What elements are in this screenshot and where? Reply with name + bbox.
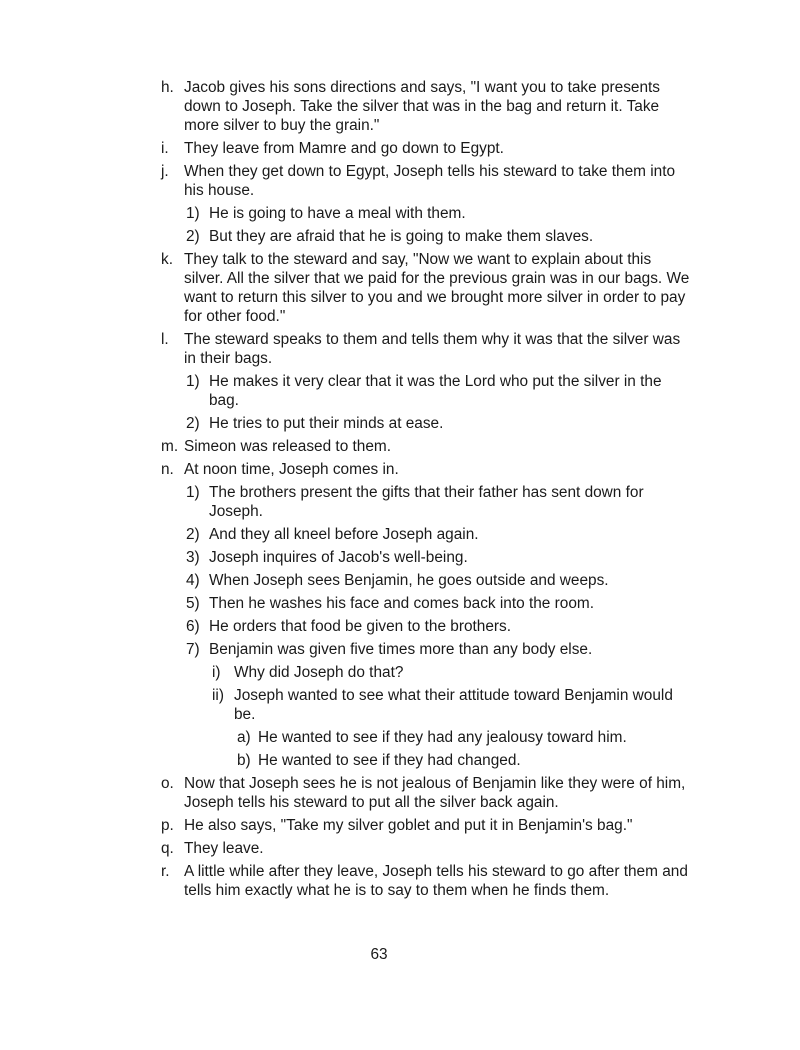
item-marker: i.: [161, 140, 169, 157]
item-text: He wanted to see if they had any jealousy toward him.: [258, 729, 627, 746]
item-marker: m.: [161, 438, 179, 455]
item-text: When they get down to Egypt, Joseph tells his steward to take them into his house.: [184, 163, 676, 199]
item-text: Now that Joseph sees he is not jealous of Benjamin like they were of him, Joseph tells his steward to put all the silver back again.: [184, 775, 686, 811]
item-marker: 5): [186, 595, 200, 612]
outline-item-j-2: [0, 227, 690, 246]
outline-item-q: [0, 839, 690, 858]
item-text: The brothers present the gifts that their father has sent down for Joseph.: [209, 484, 644, 520]
item-text: They leave from Mamre and go down to Egypt.: [184, 140, 504, 157]
outline-item-j: [0, 162, 690, 200]
item-text: Joseph wanted to see what their attitude toward Benjamin would be.: [234, 687, 673, 723]
item-text: He also says, "Take my silver goblet and put it in Benjamin's bag.": [184, 817, 633, 834]
item-text: Simeon was released to them.: [184, 438, 392, 455]
item-text: They talk to the steward and say, "Now we want to explain about this silver. All the silver that we paid for the previous grain was in our bags. We want to return this silver to you and we brought more silver in order to pay for other food.": [184, 251, 690, 325]
item-text: At noon time, Joseph comes in.: [184, 461, 399, 478]
item-marker: j.: [161, 163, 169, 180]
item-marker: 2): [186, 228, 200, 245]
item-marker: 1): [186, 373, 200, 390]
item-marker: a): [237, 729, 251, 746]
item-text: He makes it very clear that it was the Lord who put the silver in the bag.: [209, 373, 662, 409]
item-marker: 7): [186, 641, 200, 658]
item-marker: 4): [186, 572, 200, 589]
item-text: Jacob gives his sons directions and says, "I want you to take presents down to Joseph. Take the silver that was in the bag and return it. Take more silver to buy the grain.": [184, 79, 660, 134]
item-marker: i): [212, 664, 221, 681]
outline-item-n-5: [0, 594, 690, 613]
item-marker: 1): [186, 484, 200, 501]
outline-item-n-7-ii-a: [0, 728, 690, 747]
item-marker: ii): [212, 687, 224, 704]
outline-item-n-7-ii: [0, 686, 690, 724]
outline-item-k: [0, 250, 690, 326]
item-marker: o.: [161, 775, 174, 792]
page-number: 63: [370, 946, 388, 963]
item-text: And they all kneel before Joseph again.: [209, 526, 479, 543]
outline-item-m: [0, 437, 690, 456]
item-marker: 6): [186, 618, 200, 635]
outline-item-n-7: [0, 640, 690, 659]
item-text: Benjamin was given five times more than any body else.: [209, 641, 593, 658]
item-marker: k.: [161, 251, 173, 268]
item-text: They leave.: [184, 840, 264, 857]
item-text: When Joseph sees Benjamin, he goes outside and weeps.: [209, 572, 609, 589]
item-text: He orders that food be given to the brothers.: [209, 618, 512, 635]
outline-item-n-1: [0, 483, 690, 521]
outline-item-o: [0, 774, 690, 812]
item-marker: p.: [161, 817, 174, 834]
item-text: Why did Joseph do that?: [234, 664, 404, 681]
outline-item-n-2: [0, 525, 690, 544]
item-marker: 2): [186, 415, 200, 432]
outline-item-p: [0, 816, 690, 835]
item-marker: h.: [161, 79, 174, 96]
item-marker: 1): [186, 205, 200, 222]
outline-item-l-2: [0, 414, 690, 433]
outline-item-l: [0, 330, 690, 368]
item-marker: 3): [186, 549, 200, 566]
item-marker: n.: [161, 461, 174, 478]
outline-item-r: [0, 862, 690, 900]
item-text: He is going to have a meal with them.: [209, 205, 466, 222]
item-marker: 2): [186, 526, 200, 543]
item-marker: q.: [161, 840, 174, 857]
item-marker: r.: [161, 863, 170, 880]
item-text: He wanted to see if they had changed.: [258, 752, 521, 769]
item-text: Then he washes his face and comes back into the room.: [209, 595, 594, 612]
item-text: Joseph inquires of Jacob's well-being.: [209, 549, 468, 566]
outline-item-l-1: [0, 372, 690, 410]
outline-item-n: [0, 460, 690, 479]
item-text: He tries to put their minds at ease.: [209, 415, 444, 432]
outline-list: [0, 78, 800, 904]
outline-item-n-7-ii-b: [0, 751, 690, 770]
outline-item-n-3: [0, 548, 690, 567]
item-marker: b): [237, 752, 251, 769]
outline-item-j-1: [0, 204, 690, 223]
outline-item-n-7-i: [0, 663, 690, 682]
item-text: But they are afraid that he is going to make them slaves.: [209, 228, 594, 245]
item-marker: l.: [161, 331, 169, 348]
item-text: A little while after they leave, Joseph tells his steward to go after them and tells him exactly what he is to say to them when he finds them.: [184, 863, 688, 899]
outline-item-n-4: [0, 571, 690, 590]
outline-item-n-6: [0, 617, 690, 636]
item-text: The steward speaks to them and tells them why it was that the silver was in their bags.: [184, 331, 681, 367]
outline-item-i: [0, 139, 690, 158]
outline-item-h: [0, 78, 690, 135]
